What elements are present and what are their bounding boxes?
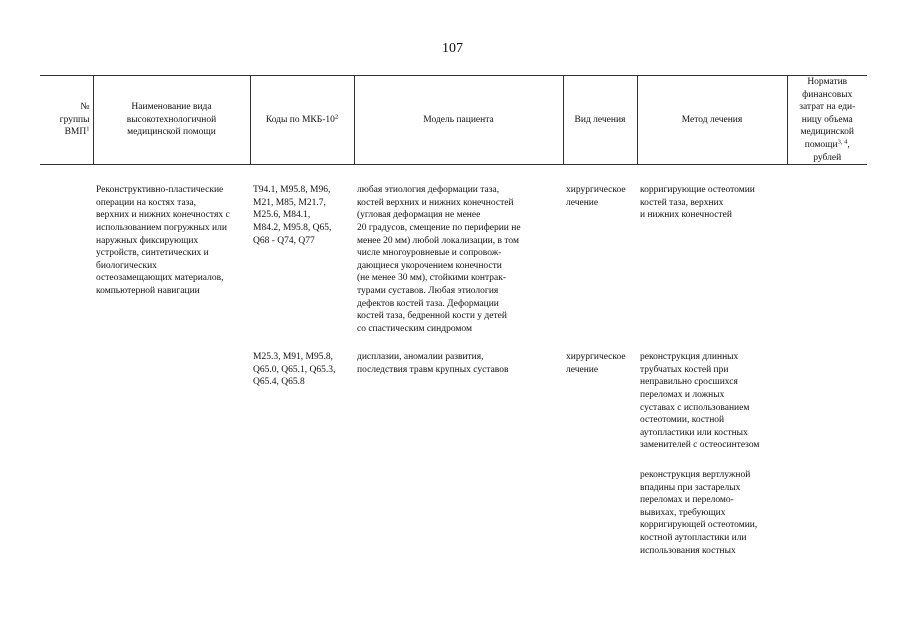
vmp-table — [40, 75, 867, 557]
group-number-cell — [40, 184, 93, 335]
treatment-method: реконструкция вертлужной впадины при застарелых переломах и переломо- вывихах, требующих корригирующей остеотомии, костной аутопластики или использования костных — [640, 470, 758, 556]
page-number: 107 — [442, 41, 463, 56]
table-row — [40, 184, 867, 335]
header-patient-model: Модель пациента — [354, 76, 563, 165]
cost-cell — [787, 184, 867, 335]
patient-model-cell: дисплазии, аномалии развития, последствия травм крупных суставов — [357, 352, 509, 375]
header-treatment-method: Метод лечения — [637, 76, 787, 165]
treatment-method: корригирующие остеотомии костей таза, верхних и нижних конечностей — [640, 185, 755, 221]
icd-codes-cell: Т94.1, М95.8, М96, М21, М85, М21.7, М25.6, М84.1, М84.2, М95.8, Q65, Q68 - Q74, Q77 — [253, 185, 332, 246]
table-header-row — [40, 76, 867, 165]
care-name-cell: Реконструктивно-пластические операции на костях таза, верхних и нижних конечностях с использованием погружных или наружных фиксирующих устройств, синтетических и биологических остеозамещающих материалов, компьютерной навигации — [96, 185, 230, 296]
table-row — [40, 335, 867, 557]
group-number-cell — [40, 335, 93, 557]
header-icd-codes: Коды по МКБ-$10^2$ — [250, 76, 354, 165]
header-group-number: № группы ВМП$^1$ — [40, 76, 93, 165]
treatment-method-cell — [637, 184, 787, 335]
header-care-name: Наименование вида высокотехнологичной медицинской помощи — [93, 76, 250, 165]
header-treatment-type: Вид лечения — [563, 76, 637, 165]
treatment-method-cell — [637, 335, 787, 557]
header-cost-standard: Норматив финансовых затрат на еди- ницу объема медицинской помощи$^{3, 4}$, рублей — [787, 76, 867, 165]
icd-codes-cell: М25.3, М91, М95.8, Q65.0, Q65.1, Q65.3, Q65.4, Q65.8 — [253, 352, 336, 388]
treatment-type-cell: хирургическое лечение — [566, 352, 626, 375]
cost-cell — [787, 335, 867, 557]
care-name-cell — [93, 335, 250, 557]
patient-model-cell: любая этиология деформации таза, костей верхних и нижних конечностей (угловая деформация не менее 20 градусов, смещение по периферии не менее 20 мм) любой локализации, в том числе многоуровневые и сопровож- дающиеся укорочением конечности (не менее 30 мм), стойкими контрак- турами суставов. Любая этиология дефектов костей таза. Деформации костей таза, бедренной кости у детей со спастическим синдромом — [357, 185, 521, 334]
treatment-method: реконструкция длинных трубчатых костей при неправильно сросшихся переломах и ложных суставах с использованием остеотомии, костной аутопластики или костных заменителей с остеосинтезом — [640, 352, 760, 451]
treatment-type-cell: хирургическое лечение — [566, 185, 626, 208]
